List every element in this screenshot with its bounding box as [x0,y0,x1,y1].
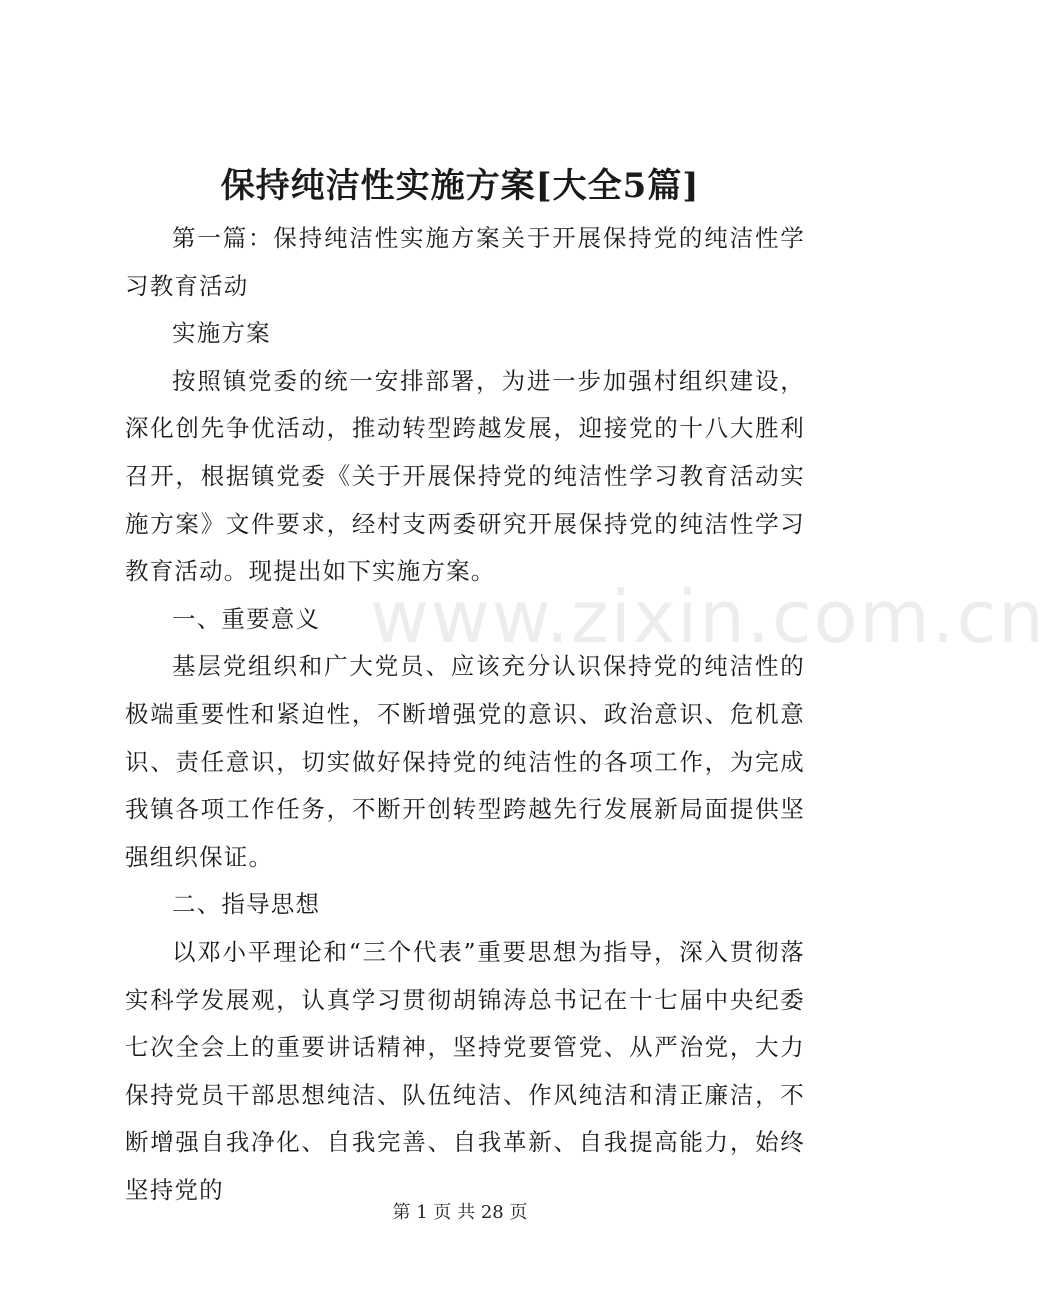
section-heading-2: 二、指导思想 [172,890,321,919]
paragraph-heading-part2: 实施方案 [172,319,271,348]
paragraph-heading-part1: 第一篇：保持纯洁性实施方案关于开展保持党的纯洁性学习教育活动 [125,224,805,300]
section-heading-1: 一、重要意义 [172,604,321,633]
page-number-footer: 第 1 页 共 28 页 [392,1202,528,1223]
paragraph-intro: 按照镇党委的统一安排部署，为进一步加强村组织建设，深化创先争优活动，推动转型跨越发展，迎接党的十八大胜利召开，根据镇党委《关于开展保持党的纯洁性学习教育活动实施方案》文件要求，经村支两委研究开展保持党的纯洁性学习教育活动。现提出如下实施方案。 [125,366,805,586]
document-body [125,215,805,1214]
paragraph-significance: 基层党组织和广大党员、应该充分认识保持党的纯洁性的极端重要性和紧迫性，不断增强党的意识、政治意识、危机意识、责任意识，切实做好保持党的纯洁性的各项工作，为完成我镇各项工作任务，不断开创转型跨越先行发展新局面提供坚强组织保证。 [125,652,805,871]
watermark-logo: www.zixin.com.cn [370,575,1046,659]
paragraph-guiding-thought: 以邓小平理论和“三个代表”重要思想为指导，深入贯彻落实科学发展观，认真学习贯彻胡锦涛总书记在十七届中央纪委七次全会上的重要讲话精神，坚持党要管党、从严治党，大力保持党员干部思想纯洁、队伍纯洁、作风纯洁和清正廉洁，不断增强自我净化、自我完善、自我革新、自我提高能力，始终坚持党的 [125,937,805,1204]
document-title: 保持纯洁性实施方案[大全5篇] [220,166,700,206]
